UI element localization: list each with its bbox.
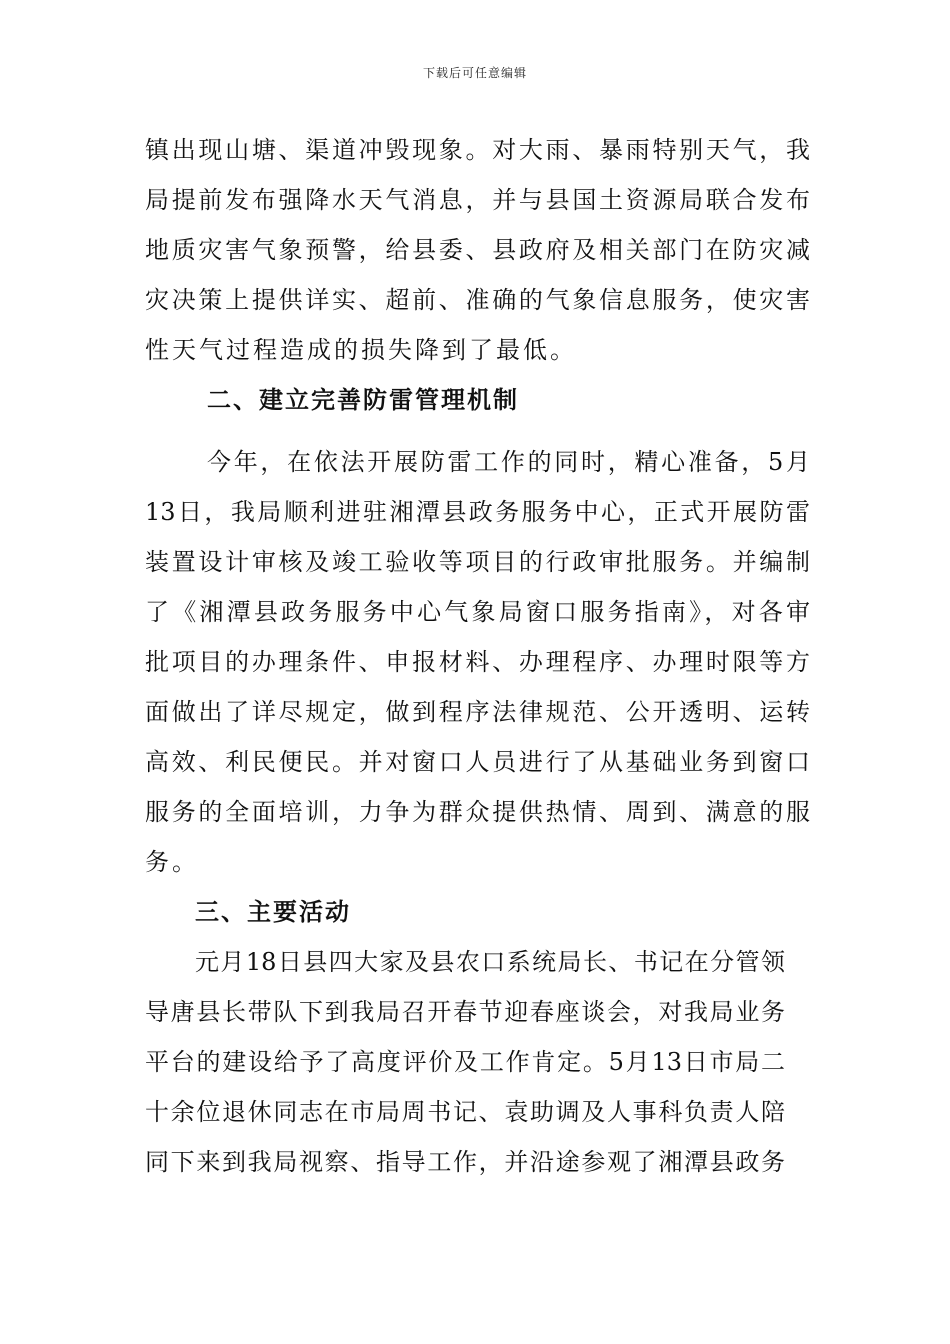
paragraph-line: 性天气过程造成的损失降到了最低。 — [145, 336, 577, 364]
paragraph-line: 装置设计审核及竣工验收等项目的行政审批服务。并编制 — [145, 548, 810, 576]
paragraph-line: 服务的全面培训，力争为群众提供热情、周到、满意的服 — [145, 798, 810, 826]
paragraph-line: 面做出了详尽规定，做到程序法律规范、公开透明、运转 — [145, 698, 810, 726]
paragraph-line: 平台的建设给予了高度评价及工作肯定。5月13日市局二 — [145, 1048, 785, 1076]
paragraph-line: 导唐县长带队下到我局召开春节迎春座谈会，对我局业务 — [145, 998, 785, 1026]
paragraph-line: 镇出现山塘、渠道冲毁现象。对大雨、暴雨特别天气，我 — [145, 136, 810, 164]
page-header: 下载后可任意编辑 — [422, 66, 527, 80]
paragraph-line: 局提前发布强降水天气消息，并与县国土资源局联合发布 — [145, 186, 810, 214]
paragraph-line: 务。 — [145, 848, 199, 876]
paragraph-line: 今年，在依法开展防雷工作的同时，精心准备，5月 — [207, 448, 810, 476]
paragraph-line: 地质灾害气象预警，给县委、县政府及相关部门在防灾减 — [145, 236, 810, 264]
section-heading: 二、建立完善防雷管理机制 — [207, 386, 519, 414]
section-heading: 三、主要活动 — [195, 898, 351, 926]
paragraph-line: 同下来到我局视察、指导工作，并沿途参观了湘潭县政务 — [145, 1148, 785, 1176]
paragraph-line: 元月18日县四大家及县农口系统局长、书记在分管领 — [195, 948, 785, 976]
paragraph-line: 了《湘潭县政务服务中心气象局窗口服务指南》，对各审 — [145, 598, 810, 626]
paragraph-line: 十余位退休同志在市局周书记、袁助调及人事科负责人陪 — [145, 1098, 785, 1126]
paragraph-line: 灾决策上提供详实、超前、准确的气象信息服务，使灾害 — [145, 286, 810, 314]
paragraph-line: 13日，我局顺利进驻湘潭县政务服务中心，正式开展防雷 — [145, 498, 810, 526]
paragraph-line: 高效、利民便民。并对窗口人员进行了从基础业务到窗口 — [145, 748, 810, 776]
paragraph-line: 批项目的办理条件、申报材料、办理程序、办理时限等方 — [145, 648, 810, 676]
